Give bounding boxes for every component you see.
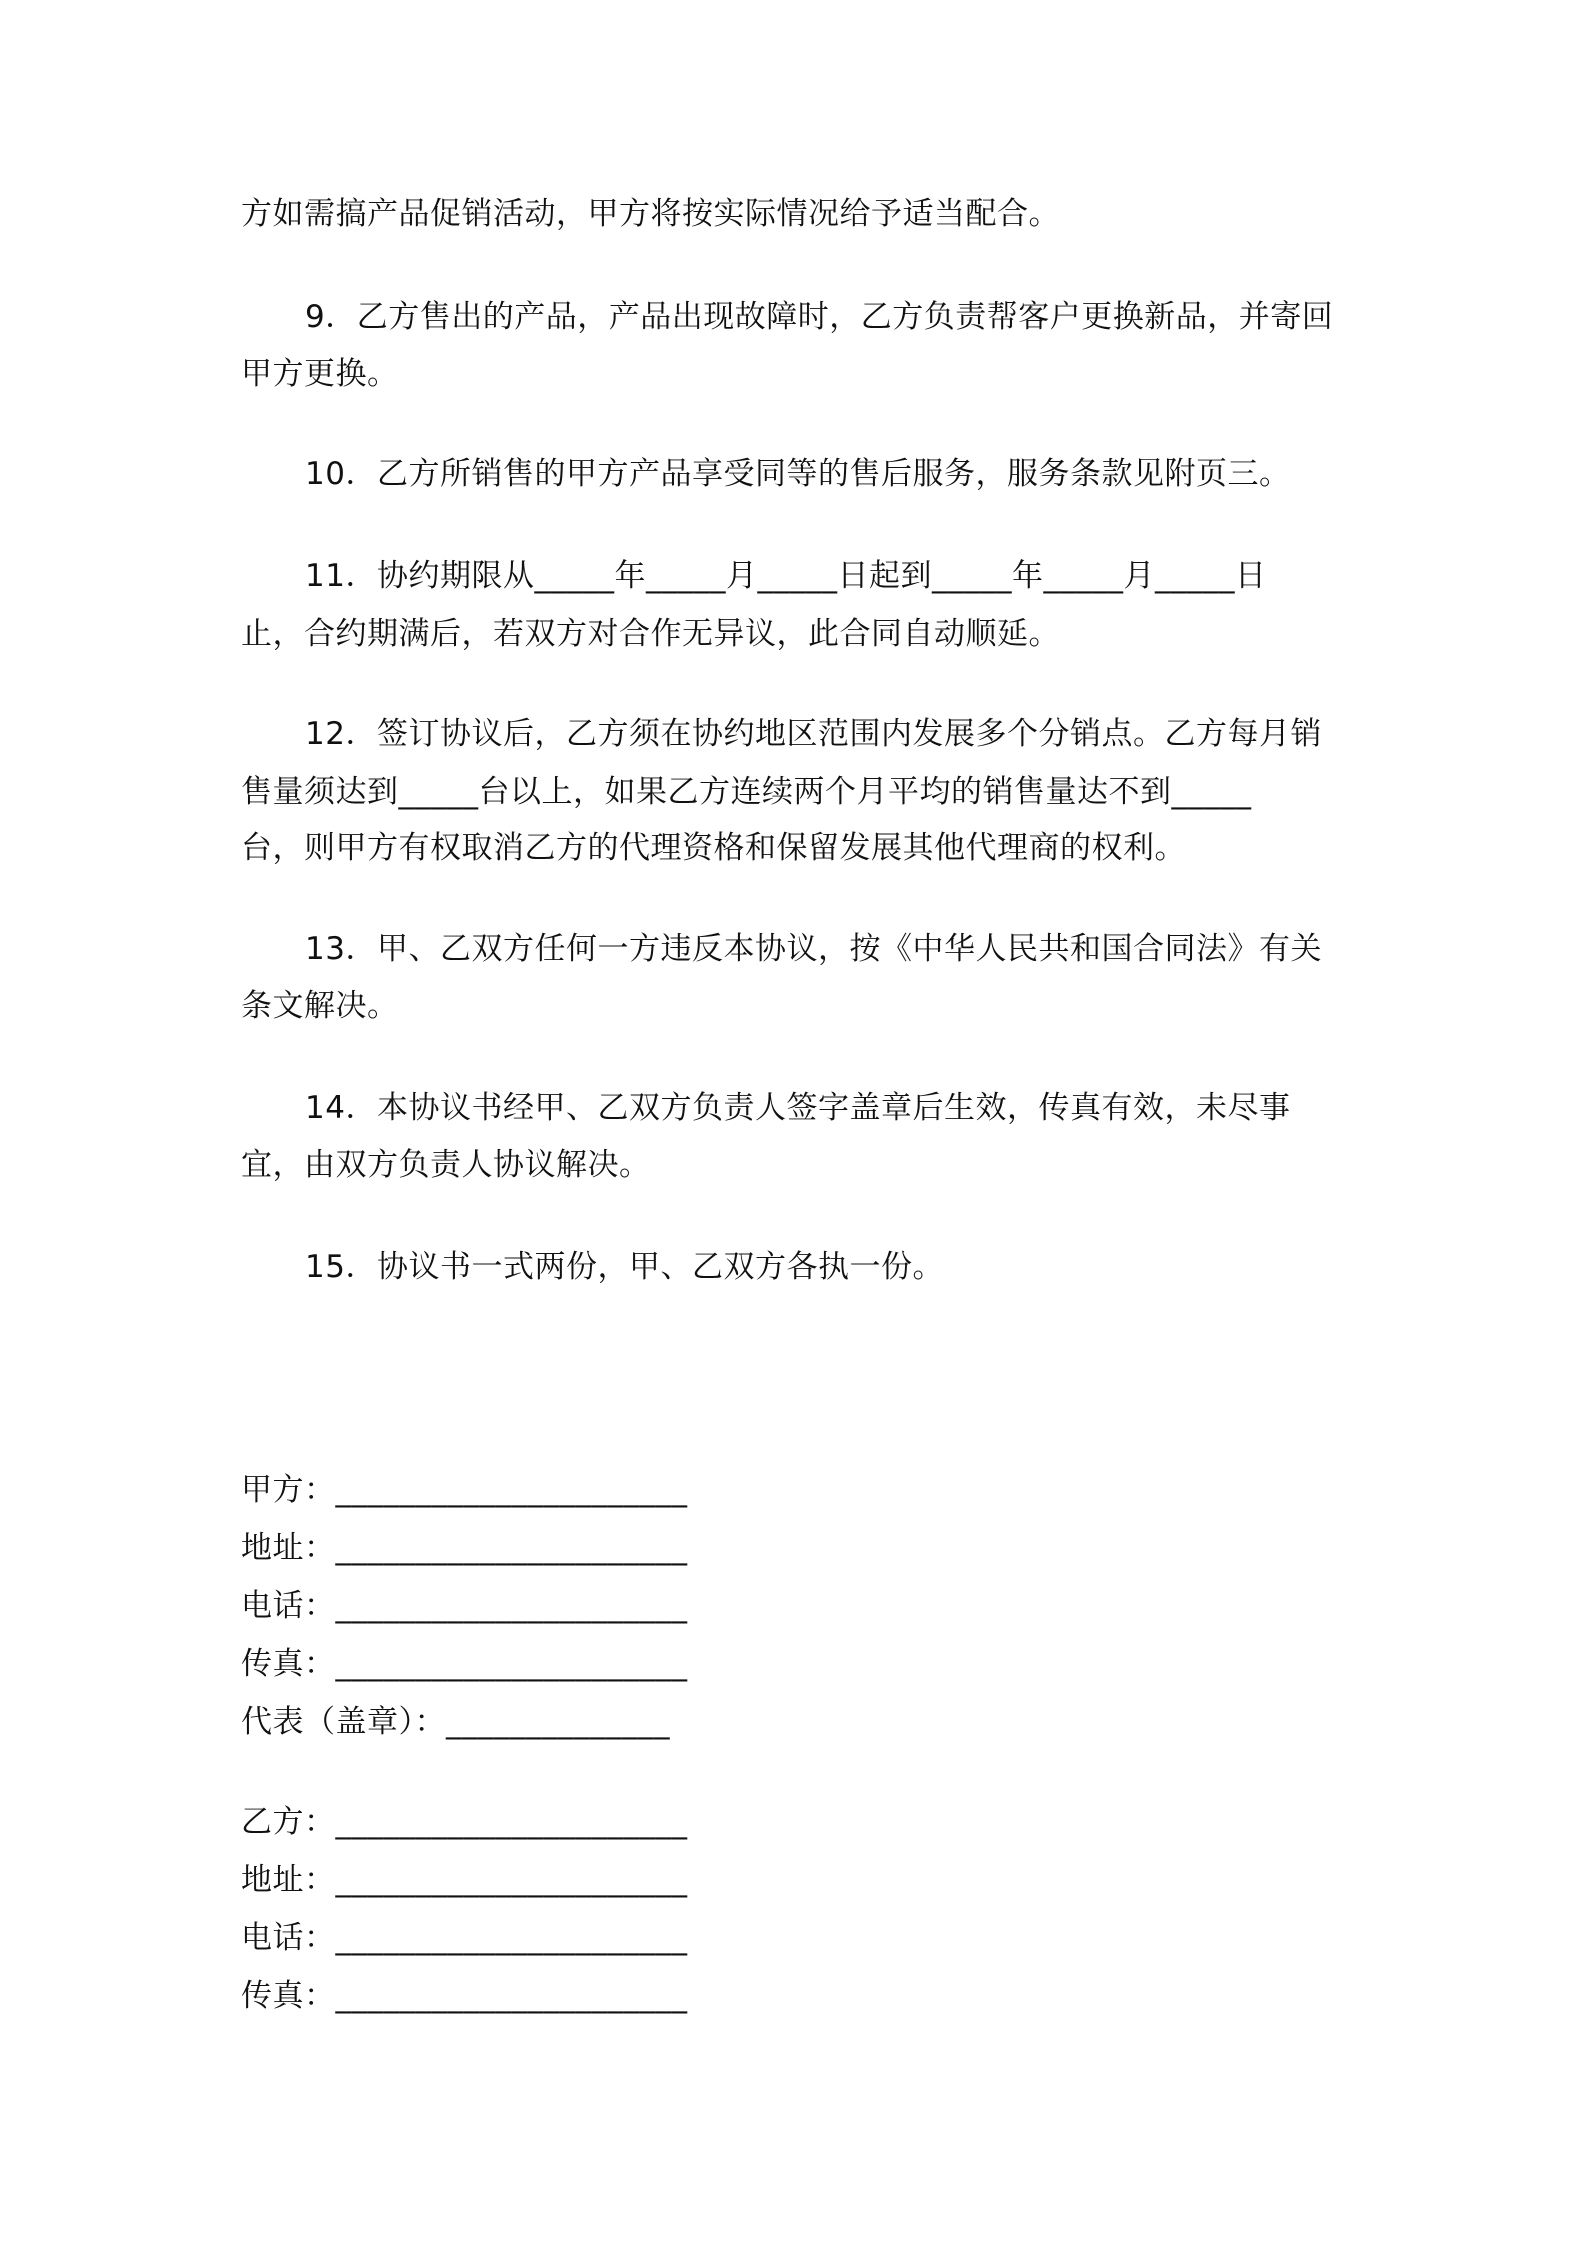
party-b-address-field: 地址：______________________ [241, 1862, 688, 1898]
clause-11-line-1: 11．协约期限从_____年_____月_____日起到_____年_____月_____日 [305, 558, 1267, 594]
party-b-phone-field: 电话：______________________ [241, 1920, 688, 1956]
clause-8-continuation: 方如需搞产品促销活动，甲方将按实际情况给予适当配合。 [241, 196, 1060, 232]
clause-12-line-2: 售量须达到_____台以上，如果乙方连续两个月平均的销售量达不到_____ [241, 774, 1252, 810]
party-b-name-field: 乙方：______________________ [241, 1804, 688, 1840]
clause-9-line-1: 9．乙方售出的产品，产品出现故障时，乙方负责帮客户更换新品，并寄回 [305, 299, 1334, 335]
clause-14-line-2: 宜，由双方负责人协议解决。 [241, 1147, 651, 1183]
clause-9-line-2: 甲方更换。 [241, 356, 399, 392]
clause-14-line-1: 14．本协议书经甲、乙双方负责人签字盖章后生效，传真有效，未尽事 [305, 1090, 1291, 1126]
party-a-representative-seal-field: 代表（盖章）：______________ [241, 1704, 670, 1740]
party-a-name-field: 甲方：______________________ [241, 1472, 688, 1508]
party-b-fax-field: 传真：______________________ [241, 1978, 688, 2014]
party-a-address-field: 地址：______________________ [241, 1530, 688, 1566]
clause-13-line-1: 13．甲、乙双方任何一方违反本协议，按《中华人民共和国合同法》有关 [305, 931, 1322, 967]
clause-10-line-1: 10．乙方所销售的甲方产品享受同等的售后服务，服务条款见附页三。 [305, 456, 1291, 492]
clause-11-line-2: 止，合约期满后，若双方对合作无异议，此合同自动顺延。 [241, 616, 1060, 652]
clause-13-line-2: 条文解决。 [241, 988, 399, 1024]
clause-12-line-3: 台，则甲方有权取消乙方的代理资格和保留发展其他代理商的权利。 [241, 830, 1186, 866]
party-a-fax-field: 传真：______________________ [241, 1646, 688, 1682]
party-a-phone-field: 电话：______________________ [241, 1588, 688, 1624]
clause-15-line-1: 15．协议书一式两份，甲、乙双方各执一份。 [305, 1249, 944, 1285]
clause-12-line-1: 12．签订协议后，乙方须在协约地区范围内发展多个分销点。乙方每月销 [305, 716, 1322, 752]
